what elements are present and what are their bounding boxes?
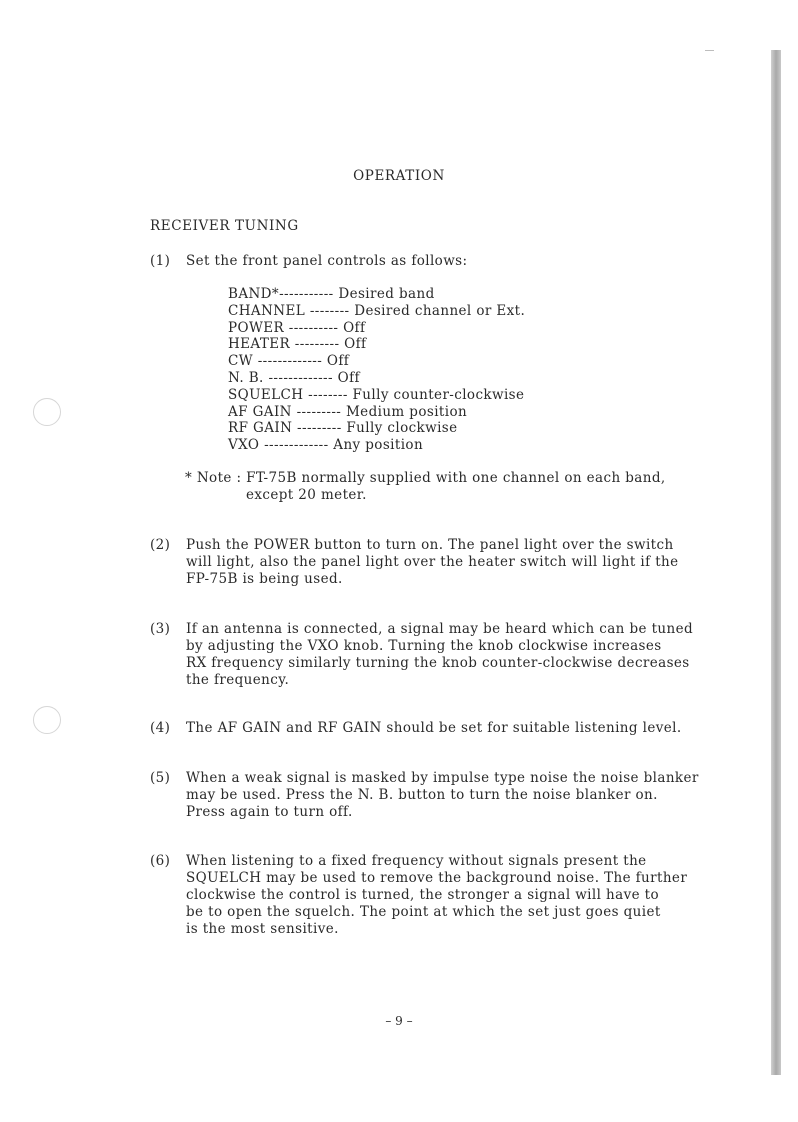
control-value: Desired band — [338, 286, 435, 302]
step-line: FP-75B is being used. — [186, 571, 343, 587]
control-label: HEATER — [228, 336, 291, 353]
control-value: Fully counter-clockwise — [352, 386, 525, 403]
control-leader: -------- — [308, 386, 348, 403]
binder-hole — [33, 706, 61, 734]
control-leader: ------------- — [264, 437, 329, 454]
controls-table — [228, 286, 525, 454]
step-line: by adjusting the VXO knob. Turning the knob clockwise increases — [186, 638, 662, 654]
step-line: clockwise the control is turned, the stronger a signal will have to — [186, 887, 660, 903]
control-leader: --------- — [294, 336, 340, 353]
step-line: Push the POWER button to turn on. The panel light over the switch — [186, 537, 674, 553]
control-row — [228, 320, 525, 337]
step-number: (1) — [150, 253, 171, 269]
note-line: except 20 meter. — [246, 487, 367, 503]
step-number: (6) — [150, 853, 171, 869]
control-value: Any position — [333, 437, 424, 454]
control-row — [228, 437, 525, 454]
control-label: VXO — [228, 437, 260, 454]
control-value: Off — [337, 369, 360, 386]
control-row — [228, 370, 525, 387]
control-label: SQUELCH — [228, 386, 304, 403]
control-value: Off — [326, 353, 350, 370]
step-line: Press again to turn off. — [186, 804, 353, 820]
step-line: SQUELCH may be used to remove the background noise. The further — [186, 870, 688, 886]
control-row — [228, 387, 525, 404]
control-row — [228, 404, 525, 421]
control-leader: ------------- — [268, 369, 333, 386]
page-edge-shadow — [771, 50, 781, 1075]
control-label: N. B. — [228, 369, 264, 386]
section-heading: RECEIVER TUNING — [150, 218, 299, 234]
control-leader: -------- — [309, 302, 350, 319]
step-line: RX frequency similarly turning the knob counter-clockwise decreases — [186, 655, 690, 671]
control-row — [228, 420, 525, 437]
page-title: OPERATION — [353, 168, 445, 184]
control-label: POWER — [228, 319, 285, 336]
binder-hole — [33, 398, 61, 426]
step-line: is the most sensitive. — [186, 921, 339, 937]
control-value: Medium position — [345, 403, 468, 420]
control-row — [228, 303, 525, 320]
control-label: AF GAIN — [228, 403, 292, 420]
control-leader: ----------- — [279, 286, 334, 302]
step-line: the frequency. — [186, 672, 290, 688]
control-leader: ------------- — [257, 353, 323, 370]
control-leader: --------- — [296, 403, 342, 420]
control-label: CHANNEL — [228, 302, 306, 319]
control-value: Off — [343, 319, 366, 336]
step-line: If an antenna is connected, a signal may be heard which can be tuned — [186, 621, 694, 637]
page-number: – 9 – — [385, 1014, 413, 1028]
step-line: will light, also the panel light over the heater switch will light if the — [186, 554, 679, 570]
control-leader: --------- — [297, 420, 342, 437]
band-note — [185, 470, 666, 504]
control-row — [228, 286, 525, 303]
step-number: (4) — [150, 720, 171, 736]
step-line: The AF GAIN and RF GAIN should be set for suitable listening level. — [186, 720, 682, 736]
step-line: may be used. Press the N. B. button to turn the noise blanker on. — [186, 787, 658, 803]
control-label: CW — [228, 353, 254, 370]
control-value: Off — [344, 336, 367, 353]
step-line: When listening to a fixed frequency without signals present the — [186, 853, 647, 869]
step-line: When a weak signal is masked by impulse type noise the noise blanker — [186, 770, 699, 786]
control-label: BAND* — [228, 286, 280, 302]
step-number: (5) — [150, 770, 171, 786]
control-row — [228, 353, 525, 370]
step-number: (2) — [150, 537, 171, 553]
step-number: (3) — [150, 621, 171, 637]
step-text: Set the front panel controls as follows: — [186, 253, 468, 269]
step-line: be to open the squelch. The point at which the set just goes quiet — [186, 904, 661, 920]
control-leader: ---------- — [288, 319, 339, 336]
note-line: * Note : FT-75B normally supplied with one channel on each band, — [185, 470, 666, 486]
control-label: RF GAIN — [228, 420, 293, 437]
scan-mark — [705, 50, 714, 51]
control-value: Fully clockwise — [346, 420, 458, 437]
control-row — [228, 336, 525, 353]
control-value: Desired channel or Ext. — [354, 302, 526, 319]
